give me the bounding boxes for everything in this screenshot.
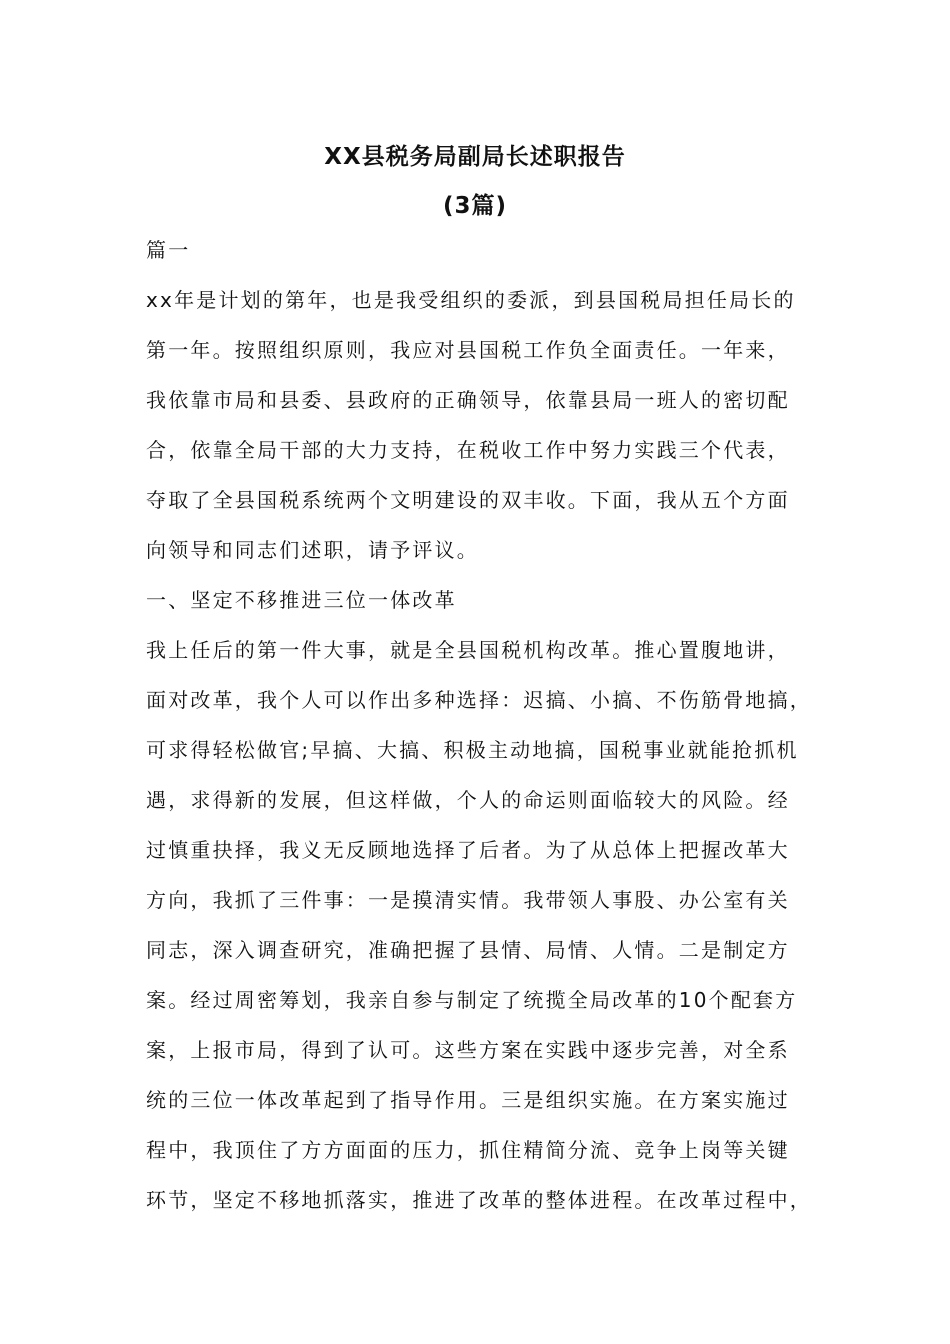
paragraph-line: 合，依靠全局干部的大力支持，在税收工作中努力实践三个代表， <box>146 438 790 462</box>
paragraph-line: 我依靠市局和县委、县政府的正确领导，依靠县局一班人的密切配 <box>146 388 790 412</box>
paragraph-line: 过慎重抉择，我义无反顾地选择了后者。为了从总体上把握改革大 <box>146 838 790 862</box>
document-subtitle: (3篇) <box>442 193 508 219</box>
paragraph-line: 向领导和同志们述职，请予评议。 <box>146 538 479 562</box>
paragraph-line: 遇，求得新的发展，但这样做，个人的命运则面临较大的风险。经 <box>146 788 790 812</box>
paragraph-line: xx年是计划的第年，也是我受组织的委派，到县国税局担任局长的 <box>146 288 796 312</box>
paragraph-line: 程中，我顶住了方方面面的压力，抓住精简分流、竞争上岗等关键 <box>146 1138 790 1162</box>
paragraph-line: 可求得轻松做官;早搞、大搞、积极主动地搞，国税事业就能抢抓机 <box>146 738 799 762</box>
section-heading: 一、坚定不移推进三位一体改革 <box>146 588 457 612</box>
paragraph-line: 案，上报市局，得到了认可。这些方案在实践中逐步完善，对全系 <box>146 1038 790 1062</box>
paragraph-line: 统的三位一体改革起到了指导作用。三是组织实施。在方案实施过 <box>146 1088 790 1112</box>
paragraph-line: 环节，坚定不移地抓落实，推进了改革的整体进程。在改革过程中， <box>146 1188 812 1212</box>
paragraph-line: 第一年。按照组织原则，我应对县国税工作负全面责任。一年来， <box>146 338 790 362</box>
paragraph-line: 方向，我抓了三件事：一是摸清实情。我带领人事股、办公室有关 <box>146 888 790 912</box>
paragraph-line: 面对改革，我个人可以作出多种选择：迟搞、小搞、不伤筋骨地搞， <box>146 688 812 712</box>
document-title: XX县税务局副局长述职报告 <box>324 144 626 170</box>
paragraph-line: 我上任后的第一件大事，就是全县国税机构改革。推心置腹地讲， <box>146 638 790 662</box>
paragraph-line: 案。经过周密筹划，我亲自参与制定了统揽全局改革的10个配套方 <box>146 988 798 1012</box>
paragraph-line: 同志，深入调查研究，准确把握了县情、局情、人情。二是制定方 <box>146 938 790 962</box>
section-label: 篇一 <box>146 238 191 262</box>
paragraph-line: 夺取了全县国税系统两个文明建设的双丰收。下面，我从五个方面 <box>146 488 790 512</box>
